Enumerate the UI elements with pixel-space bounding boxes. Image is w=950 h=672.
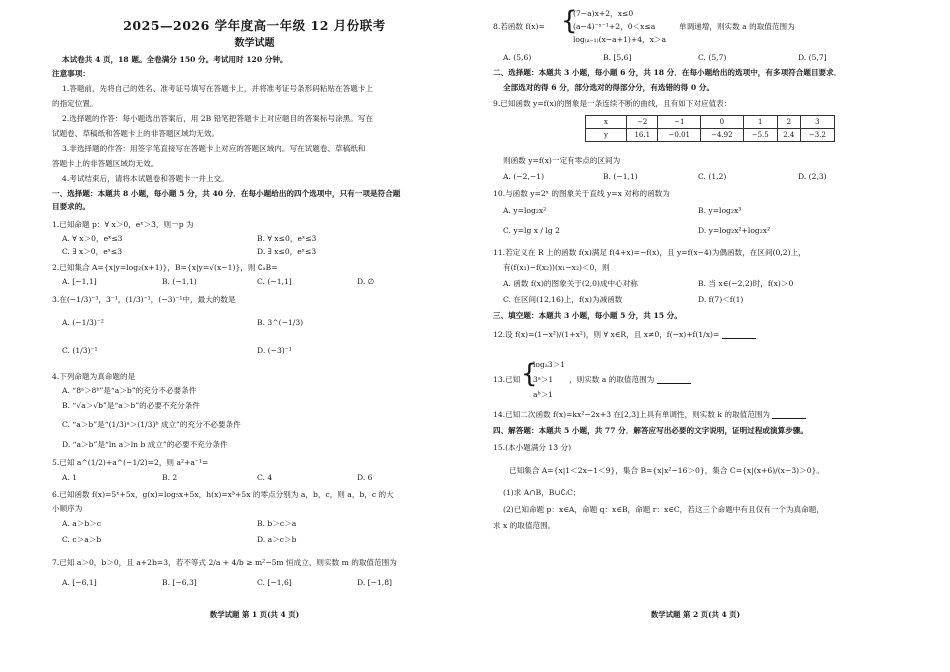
section-2-heading-cont: 全部选对的得 6 分，部分选对的得部分分，有选错的得 0 分。 bbox=[503, 83, 714, 92]
q11-option-d: D. f(7)＜f(1) bbox=[698, 295, 744, 304]
table-header-x: x bbox=[586, 116, 627, 129]
question-12-stem bbox=[493, 330, 756, 339]
question-13-suffix bbox=[569, 375, 691, 384]
notice-heading: 注意事项： bbox=[52, 69, 90, 78]
q8-option-a: A. (5,6) bbox=[503, 53, 532, 62]
question-14-stem bbox=[493, 410, 806, 419]
table-cell: −0.01 bbox=[658, 129, 701, 142]
question-8-prefix: 8.若函数 f(x)= bbox=[493, 22, 545, 31]
q9-option-a: A. (−2,−1) bbox=[503, 172, 545, 181]
table-cell: 2.4 bbox=[777, 129, 800, 142]
table-header-y: y bbox=[586, 129, 627, 142]
section-2-heading: 二、选择题：本题共 3 小题，每小题 6 分，共 18 分．在每小题给出的选项中，有多项符合题目要求． bbox=[493, 68, 842, 77]
exam-info: 本试卷共 4 页，18 题。全卷满分 150 分。考试用时 120 分钟。 bbox=[62, 55, 288, 64]
notice-line: 3.非选择题的作答：用签字笔直接写在答题卡上对应的答题区域内。写在试题卷、草稿纸和 bbox=[62, 144, 366, 153]
q2-option-c: C. (−1,1] bbox=[257, 277, 292, 286]
page-2 bbox=[493, 0, 898, 672]
q11-option-b: B. 当 x∈(−2,2)时，f(x)＞0 bbox=[698, 279, 794, 288]
q5-option-d: D. 6 bbox=[357, 473, 373, 482]
q15-part-2: (2)已知命题 p：x∈A，命题 q：x∈B，命题 r：x∈C，若这三个命题中有且仅有一个为真命题， bbox=[503, 505, 824, 514]
q10-option-c: C. y=lg x / lg 2 bbox=[503, 226, 560, 235]
q9-option-b: B. (−1,1) bbox=[603, 172, 638, 181]
q8-case: (a−4)⁻ˣ⁻¹+2，0＜x≤a bbox=[573, 22, 656, 31]
q6-option-b: B. b＞c＞a bbox=[257, 519, 297, 528]
table-cell: −2 bbox=[627, 116, 658, 129]
q13-text: ，则实数 a 的取值范围为 bbox=[569, 375, 655, 384]
table-cell: 1 bbox=[743, 116, 777, 129]
notice-line: 1.答题前，先将自己的姓名、准考证号填写在答题卡上，并将准考证号条形码粘贴在答题卡上 bbox=[62, 84, 373, 93]
q1-option-d: D. ∃ x≤0，eˣ≤3 bbox=[257, 247, 317, 256]
q6-option-d: D. a＞c＞b bbox=[257, 535, 297, 544]
q12-text: 12.设 f(x)=(1−x²)/(1+x²)，则 ∀ x∈R，且 x≠0，f(−x)+f(1/x)= bbox=[493, 330, 720, 339]
q3-option-a: A. (−1/3)⁻² bbox=[62, 318, 104, 327]
table-cell: −1 bbox=[658, 116, 701, 129]
question-11-stem-cont: 有(f(x₁)−f(x₂))(x₁−x₂)＜0，则 bbox=[503, 263, 610, 272]
q14-text: 14.已知二次函数 f(x)=kx²−2x+3 在[2,3]上具有单调性，则实数 k 的取值范围为 bbox=[493, 410, 770, 419]
q6-option-a: A. a＞b＞c bbox=[62, 519, 102, 528]
notice-line: 4.考试结束后，请将本试题卷和答题卡一并上交。 bbox=[62, 174, 229, 183]
q4-option-a: A. “8ᵃ＞8ᵇ”是“a＞b”的充分不必要条件 bbox=[62, 386, 197, 395]
exam-title: 2025—2026 学年度高一年级 12 月份联考 bbox=[123, 18, 386, 33]
question-15-stem: 已知集合 A={x|1＜2x−1＜9}，集合 B={x|x²−16＞0}，集合 C={x|(x+6)/(x−3)＞0}。 bbox=[509, 466, 824, 475]
q13-case: aᵇ＞1 bbox=[533, 390, 553, 399]
question-2-stem: 2.已知集合 A={x|y=log₂(x+1)}，B={x|y=√(x−1)}，则 ∁ₐB= bbox=[52, 263, 278, 272]
q15-part-2-cont: 求 x 的取值范围。 bbox=[493, 521, 556, 530]
q9-option-c: C. (1,2) bbox=[698, 172, 727, 181]
q13-case: 3ᵃ＞1 bbox=[533, 375, 554, 384]
section-1-heading-cont: 目要求的。 bbox=[52, 202, 90, 211]
question-4-stem: 4.下列命题为真命题的是 bbox=[52, 372, 136, 381]
q4-option-c: C. “a＞b”是“(1/3)ᵃ＞(1/3)ᵇ 成立”的充分不必要条件 bbox=[62, 420, 241, 429]
q9-option-d: D. (2,3) bbox=[798, 172, 827, 181]
table-cell: −4.92 bbox=[701, 129, 744, 142]
notice-line: 2.选择题的作答：每小题选出答案后，用 2B 铅笔把答题卡上对应题目的答案标号涂黑。写在 bbox=[62, 114, 374, 123]
table-cell: 0 bbox=[701, 116, 744, 129]
question-6-stem: 6.已知函数 f(x)=5ˣ+5x，g(x)=log₅x+5x，h(x)=x⁵+5x 的零点分别为 a，b，c，则 a，b，c 的大 bbox=[52, 490, 394, 499]
q7-option-b: B. [−6,3] bbox=[162, 578, 197, 587]
section-1-heading: 一、选择题：本题共 8 小题，每小题 5 分，共 40 分．在每小题给出的四个选项中，只有一项是符合题 bbox=[52, 189, 401, 198]
question-6-stem-cont: 小顺序为 bbox=[52, 504, 83, 513]
notice-line: 试题卷、草稿纸和答题卡上的非答题区域均无效。 bbox=[52, 129, 220, 138]
question-11-stem: 11.若定义在 R 上的函数 f(x)满足 f(4+x)=−f(x)，且 y=f(x−4)为偶函数，在区间(0,2)上， bbox=[493, 248, 806, 257]
question-9-stem-cont: 则函数 y=f(x)一定有零点的区间为 bbox=[503, 156, 621, 165]
q8-option-c: C. (5,7) bbox=[698, 53, 727, 62]
q13-brace: { bbox=[521, 359, 538, 389]
q10-option-d: D. y=log₂x²+log₂x² bbox=[698, 226, 771, 235]
q1-option-a: A. ∀ x＞0，eˣ≤3 bbox=[62, 234, 123, 243]
q1-option-b: B. ∀ x≤0，eˣ≤3 bbox=[257, 234, 317, 243]
q15-part-1: (1)求 A∩B，B∪∁ᵢC； bbox=[503, 488, 581, 497]
notice-line: 答题卡上的非答题区域均无效。 bbox=[52, 159, 159, 168]
q2-option-b: B. (−1,1) bbox=[162, 277, 197, 286]
q8-brace: { bbox=[561, 6, 578, 36]
q5-option-a: A. 1 bbox=[62, 473, 78, 482]
answer-blank[interactable] bbox=[772, 411, 806, 419]
question-3-stem: 3.在(−1/3)⁻³，3⁻¹，(1/3)⁻¹，(−3)⁻¹中，最大的数是 bbox=[52, 295, 236, 304]
notice-line: 的指定位置。 bbox=[52, 99, 98, 108]
question-7-stem: 7.已知 a＞0，b＞0，且 a+2b=3，若不等式 2/a + 4/b ≥ m²−5m 恒成立，则实数 m 的取值范围为 bbox=[52, 558, 397, 567]
q7-option-a: A. [−6,1] bbox=[62, 578, 97, 587]
q4-option-d: D. “a＞b”是“ln a＞ln b 成立”的必要不充分条件 bbox=[62, 440, 228, 449]
question-10-stem: 10.与函数 y=2ˣ 的图象关于直线 y=x 对称的函数为 bbox=[493, 189, 670, 198]
section-4-heading: 四、解答题：本题共 5 小题，共 77 分．解答应写出必要的文字说明，证明过程或演算步骤。 bbox=[493, 426, 808, 435]
q11-option-a: A. 函数 f(x)的图象关于(2,0)成中心对称 bbox=[503, 279, 638, 288]
page-1 bbox=[52, 0, 457, 672]
table-cell: 16.1 bbox=[627, 129, 658, 142]
question-8-suffix: 单调递增，则实数 a 的取值范围为 bbox=[679, 22, 795, 31]
q3-option-b: B. 3^(−1/3) bbox=[257, 318, 304, 327]
page-1-footer: 数学试题 第 1 页(共 4 页) bbox=[209, 610, 300, 619]
q13-case: logₐ3＞1 bbox=[533, 360, 566, 369]
q8-option-d: D. (5,7] bbox=[798, 53, 827, 62]
q6-option-c: C. c＞a＞b bbox=[62, 535, 102, 544]
q4-option-b: B. “√a＞√b”是“a＞b”的必要不充分条件 bbox=[62, 401, 200, 410]
page-2-footer: 数学试题 第 2 页(共 4 页) bbox=[650, 610, 741, 619]
question-1-stem: 1.已知命题 p：∀ x＞0，eˣ＞3，则￢p 为 bbox=[52, 220, 194, 229]
q5-option-c: C. 4 bbox=[257, 473, 273, 482]
table-cell: 2 bbox=[777, 116, 800, 129]
q3-option-c: C. (1/3)⁻¹ bbox=[62, 346, 98, 355]
q7-option-c: C. [−1,6] bbox=[257, 578, 292, 587]
q7-option-d: D. [−1,8] bbox=[357, 578, 393, 587]
question-15-head: 15.(本小题满分 13 分) bbox=[493, 443, 572, 452]
table-row bbox=[586, 116, 835, 129]
q5-option-b: B. 2 bbox=[162, 473, 178, 482]
question-13-prefix: 13.已知 bbox=[493, 375, 521, 384]
q8-case: log₍ₐ₋₁₎(x−a+1)+4，x＞a bbox=[573, 35, 667, 44]
q10-option-b: B. y=log₂x³ bbox=[698, 206, 742, 215]
q11-option-c: C. 在区间(12,16)上，f(x)为减函数 bbox=[503, 295, 623, 304]
q1-option-c: C. ∃ x＞0，eˣ≤3 bbox=[62, 247, 123, 256]
table-row bbox=[586, 129, 835, 142]
value-table bbox=[585, 115, 835, 142]
table-cell: −5.5 bbox=[743, 129, 777, 142]
answer-blank[interactable] bbox=[722, 331, 756, 339]
q3-option-d: D. (−3)⁻¹ bbox=[257, 346, 292, 355]
answer-blank[interactable] bbox=[657, 376, 691, 384]
section-3-heading: 三、填空题：本题共 3 小题，每小题 5 分，共 15 分。 bbox=[493, 311, 682, 320]
q8-option-b: B. [5,6] bbox=[603, 53, 632, 62]
exam-subtitle: 数学试题 bbox=[234, 38, 275, 49]
q10-option-a: A. y=log₂x² bbox=[503, 206, 547, 215]
question-9-stem: 9.已知函数 y=f(x)的图象是一条连续不断的曲线，且有如下对应值表： bbox=[493, 99, 732, 108]
q2-option-a: A. [−1,1] bbox=[62, 277, 97, 286]
question-5-stem: 5.已知 a^(1/2)+a^(−1/2)=2，则 a²+a⁻¹= bbox=[52, 458, 209, 467]
table-cell: 3 bbox=[800, 116, 834, 129]
q8-case: (7−a)x+2，x≤0 bbox=[573, 9, 634, 18]
q2-option-d: D. ∅ bbox=[357, 277, 375, 286]
table-cell: −3.2 bbox=[800, 129, 834, 142]
